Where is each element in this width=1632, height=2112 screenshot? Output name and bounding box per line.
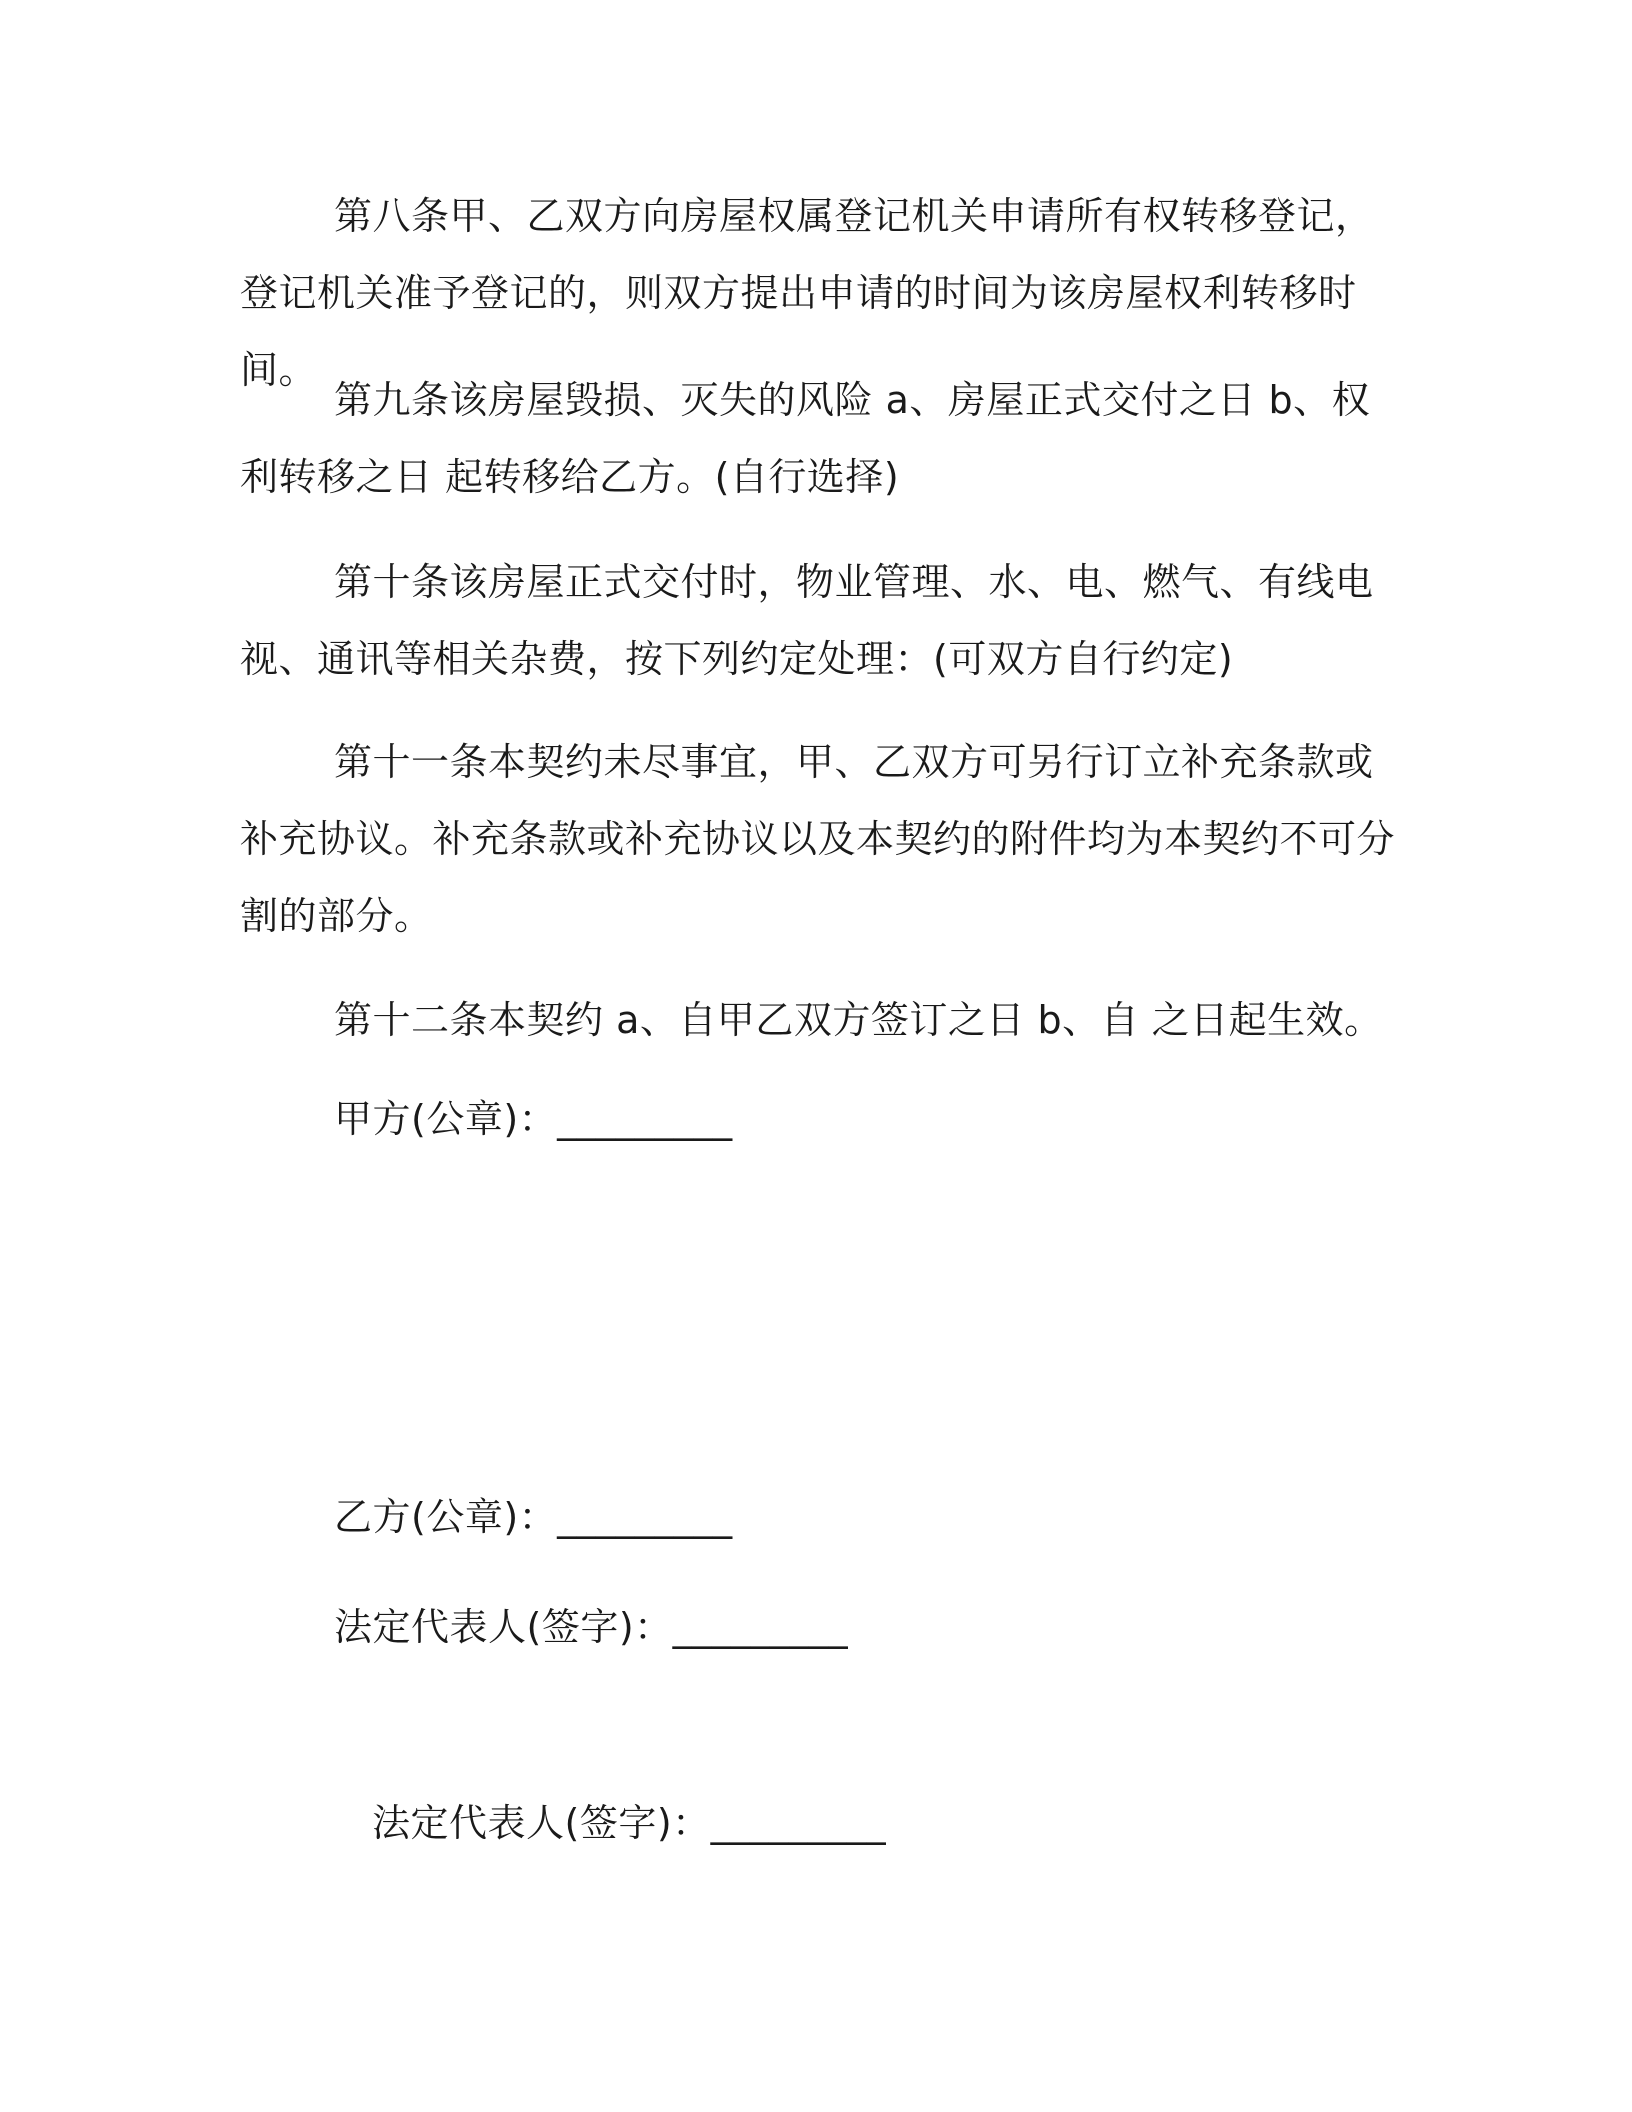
clause-12: 第十二条本契约 a、自甲乙双方签订之日 b、自 之日起生效。 <box>334 998 1383 1042</box>
legal-representative-line-2: 法定代表人(签字)：_________ <box>372 1801 887 1845</box>
clause-8: 第八条甲、乙双方向房屋权属登记机关申请所有权转移登记，登记机关准予登记的，则双方提出申请的时间为该房屋权利转移时间。 <box>240 194 1374 392</box>
party-b-seal-line: 乙方(公章)：_________ <box>334 1495 733 1539</box>
party-a-seal-line: 甲方(公章)：_________ <box>334 1097 733 1141</box>
clause-10: 第十条该房屋正式交付时，物业管理、水、电、燃气、有线电视、通讯等相关杂费，按下列约定处理：(可双方自行约定) <box>240 560 1374 681</box>
clause-11: 第十一条本契约未尽事宜，甲、乙双方可另行订立补充条款或补充协议。补充条款或补充协议以及本契约的附件均为本契约不可分割的部分。 <box>240 740 1396 938</box>
legal-representative-line: 法定代表人(签字)：_________ <box>334 1605 849 1649</box>
clause-9: 第九条该房屋毁损、灭失的风险 a、房屋正式交付之日 b、权利转移之日 起转移给乙方。(自行选择) <box>240 378 1371 499</box>
